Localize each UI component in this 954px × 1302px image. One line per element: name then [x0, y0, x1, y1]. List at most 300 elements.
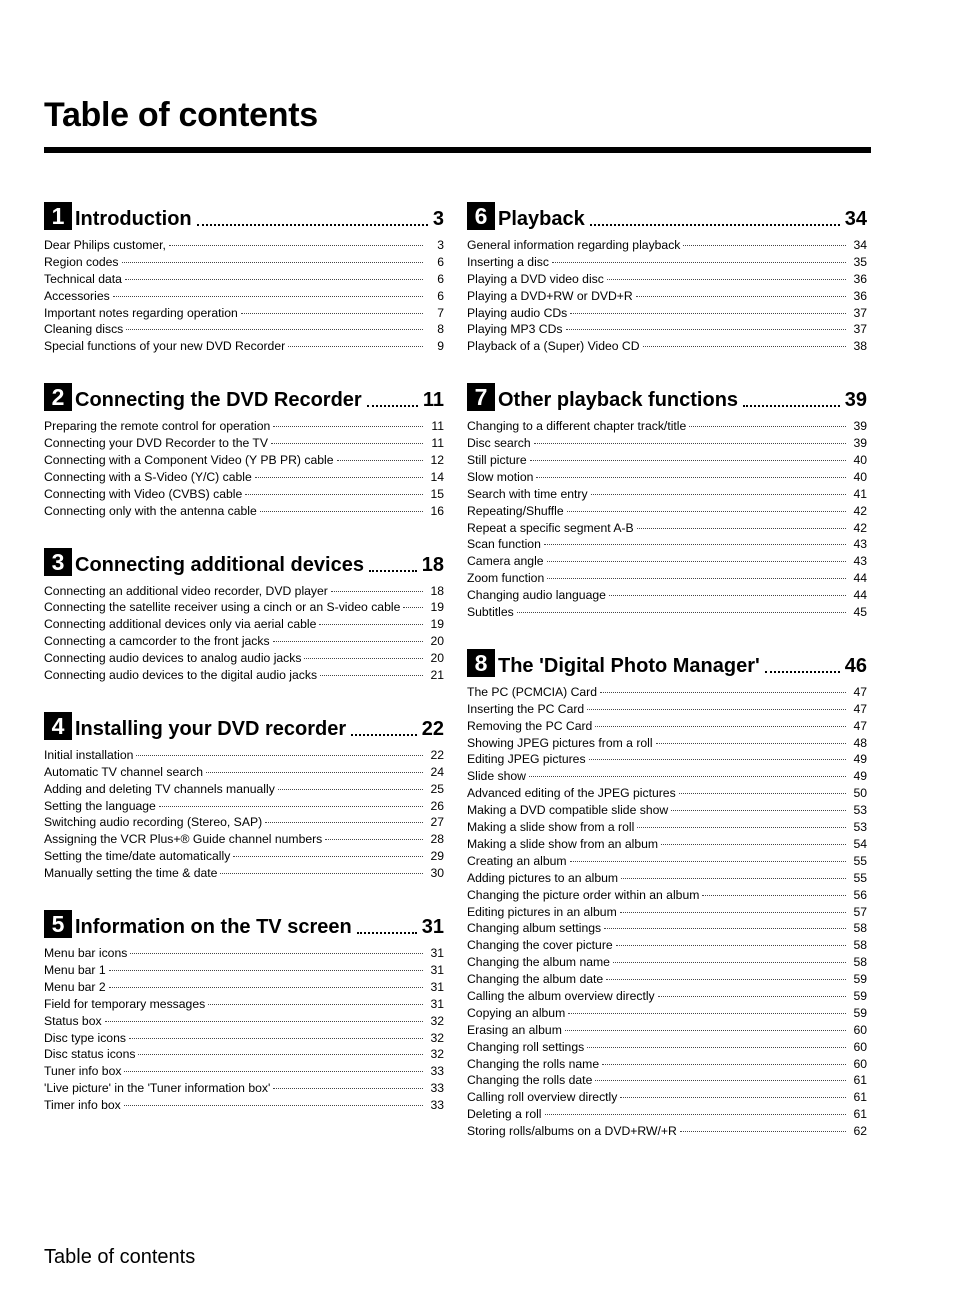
dot-leader [661, 844, 846, 845]
section-title: Playback [498, 208, 585, 230]
toc-entry[interactable] [467, 1022, 867, 1039]
toc-entry[interactable] [44, 271, 444, 288]
page-title: Table of contents [44, 96, 318, 134]
dot-leader [606, 979, 846, 980]
toc-entry[interactable] [44, 599, 444, 616]
toc-entry[interactable] [44, 848, 444, 865]
entry-title: Camera angle [467, 554, 544, 569]
entry-title: Removing the PC Card [467, 718, 593, 733]
entry-title: Assigning the VCR Plus+® Guide channel numbers [44, 832, 323, 847]
toc-entry[interactable] [467, 853, 867, 870]
dot-leader [304, 658, 423, 659]
entry-page-number: 42 [853, 503, 867, 518]
section-number-badge: 4 [44, 712, 72, 740]
entry-page-number: 8 [437, 322, 444, 337]
toc-entry[interactable] [44, 1097, 444, 1114]
entry-page-number: 59 [853, 972, 867, 987]
section-page-number: 18 [421, 553, 444, 576]
section-heading[interactable] [44, 377, 444, 411]
toc-entry[interactable] [44, 650, 444, 667]
entry-page-number: 61 [853, 1073, 867, 1088]
toc-entry[interactable] [44, 1063, 444, 1080]
toc-entry[interactable] [467, 1005, 867, 1022]
toc-entry[interactable] [467, 751, 867, 768]
dot-leader [138, 1054, 423, 1055]
toc-entry[interactable] [467, 1089, 867, 1106]
toc-entry[interactable] [467, 735, 867, 752]
entry-title: Field for temporary messages [44, 996, 206, 1011]
toc-entry[interactable] [467, 836, 867, 853]
entry-page-number: 31 [430, 962, 444, 977]
dot-leader [159, 806, 423, 807]
dot-leader [552, 262, 846, 263]
toc-entry[interactable] [467, 819, 867, 836]
entry-page-number: 49 [853, 752, 867, 767]
entry-title: Editing pictures in an album [467, 904, 617, 919]
dot-leader [125, 279, 423, 280]
entry-title: Playing MP3 CDs [467, 322, 563, 337]
dot-leader [545, 1114, 846, 1115]
section-title: Connecting additional devices [75, 553, 364, 576]
toc-section [467, 377, 867, 621]
toc-entry[interactable] [44, 469, 444, 486]
toc-section [44, 542, 444, 684]
entry-title: Repeating/Shuffle [467, 503, 564, 518]
toc-entry[interactable] [467, 553, 867, 570]
toc-column-left [44, 196, 444, 1136]
entry-title: Making a slide show from an album [467, 836, 659, 851]
toc-entry[interactable] [44, 288, 444, 305]
entry-page-number: 44 [853, 588, 867, 603]
toc-section [467, 643, 867, 1140]
entry-page-number: 26 [430, 798, 444, 813]
entry-title: Connecting with a S-Video (Y/C) cable [44, 469, 252, 484]
dot-leader [567, 511, 846, 512]
entry-title: Making a slide show from a roll [467, 820, 635, 835]
entry-page-number: 40 [853, 469, 867, 484]
toc-entry[interactable] [44, 1030, 444, 1047]
dot-leader [587, 709, 846, 710]
toc-entry[interactable] [467, 271, 867, 288]
dot-leader [566, 329, 846, 330]
toc-entry[interactable] [44, 962, 444, 979]
entry-title: Initial installation [44, 747, 134, 762]
dot-leader [319, 624, 423, 625]
dot-leader [351, 734, 417, 736]
entry-title: Editing JPEG pictures [467, 752, 586, 767]
toc-entry[interactable] [467, 536, 867, 553]
entry-title: Creating an album [467, 853, 567, 868]
entry-title: Connecting audio devices to the digital audio jacks [44, 668, 318, 683]
dot-leader [109, 987, 423, 988]
toc-entry[interactable] [467, 520, 867, 537]
entry-page-number: 58 [853, 938, 867, 953]
entry-page-number: 15 [430, 486, 444, 501]
dot-leader [241, 313, 423, 314]
entry-page-number: 54 [853, 836, 867, 851]
entry-title: Playing audio CDs [467, 305, 568, 320]
section-number-badge: 3 [44, 548, 72, 576]
toc-entry[interactable] [44, 747, 444, 764]
toc-entry[interactable] [44, 237, 444, 254]
entry-page-number: 35 [853, 254, 867, 269]
toc-entry[interactable] [44, 486, 444, 503]
entry-page-number: 61 [853, 1107, 867, 1122]
dot-leader [273, 1088, 423, 1089]
entry-page-number: 32 [430, 1047, 444, 1062]
entry-page-number: 61 [853, 1090, 867, 1105]
section-heading[interactable] [44, 706, 444, 740]
toc-entry[interactable] [467, 254, 867, 271]
entry-page-number: 6 [437, 288, 444, 303]
toc-entry[interactable] [467, 486, 867, 503]
entry-page-number: 47 [853, 684, 867, 699]
entry-title: Changing roll settings [467, 1039, 585, 1054]
dot-leader [265, 822, 423, 823]
section-page-number: 11 [422, 389, 444, 412]
dot-leader [169, 245, 423, 246]
section-title: The 'Digital Photo Manager' [498, 654, 760, 677]
toc-entry[interactable] [467, 305, 867, 322]
entry-page-number: 59 [853, 988, 867, 1003]
section-page-number: 39 [844, 389, 867, 412]
dot-leader [278, 789, 423, 790]
entry-page-number: 39 [853, 436, 867, 451]
entry-page-number: 24 [430, 764, 444, 779]
entry-page-number: 11 [431, 436, 444, 451]
entry-title: Scan function [467, 537, 541, 552]
dot-leader [570, 861, 846, 862]
dot-leader [600, 692, 846, 693]
section-heading[interactable] [467, 377, 867, 411]
section-page-number: 31 [421, 916, 444, 939]
dot-leader [288, 346, 423, 347]
toc-entry[interactable] [467, 418, 867, 435]
toc-entry[interactable] [44, 616, 444, 633]
dot-leader [124, 1071, 423, 1072]
toc-entry[interactable] [467, 237, 867, 254]
dot-leader [620, 1097, 846, 1098]
section-title: Other playback functions [498, 389, 739, 412]
toc-entry[interactable] [44, 814, 444, 831]
dot-leader [656, 743, 846, 744]
dot-leader [130, 953, 423, 954]
dot-leader [602, 1064, 846, 1065]
toc-entry[interactable] [467, 503, 867, 520]
entry-title: Disc status icons [44, 1047, 136, 1062]
entry-page-number: 3 [437, 238, 444, 252]
entry-page-number: 16 [430, 503, 444, 518]
entry-title: Connecting a camcorder to the front jacks [44, 634, 270, 649]
section-page-number: 46 [844, 654, 867, 677]
toc-entry[interactable] [44, 633, 444, 650]
toc-entry[interactable] [467, 587, 867, 604]
entry-title: Playing a DVD+RW or DVD+R [467, 288, 633, 303]
entry-title: Cleaning discs [44, 322, 124, 337]
section-heading[interactable] [44, 904, 444, 938]
section-number-badge: 1 [44, 202, 72, 230]
entry-page-number: 58 [853, 955, 867, 970]
entry-page-number: 42 [853, 520, 867, 535]
toc-entry[interactable] [467, 954, 867, 971]
toc-entry[interactable] [467, 718, 867, 735]
toc-entry[interactable] [44, 452, 444, 469]
entry-title: Connecting an additional video recorder, DVD player [44, 583, 328, 598]
entry-title: Preparing the remote control for operation [44, 419, 271, 434]
entry-title: Inserting a disc [467, 254, 549, 269]
entry-page-number: 33 [430, 1064, 444, 1079]
section-number-badge: 8 [467, 649, 495, 677]
entry-page-number: 36 [853, 271, 867, 286]
toc-entry[interactable] [467, 988, 867, 1005]
dot-leader [595, 1080, 846, 1081]
dot-leader [245, 494, 423, 495]
toc-entry[interactable] [467, 887, 867, 904]
dot-leader [331, 591, 423, 592]
entry-page-number: 9 [437, 339, 444, 354]
toc-entry[interactable] [467, 321, 867, 338]
toc-entry[interactable] [44, 865, 444, 882]
toc-entry[interactable] [467, 469, 867, 486]
dot-leader [658, 996, 846, 997]
section-page-number: 34 [844, 208, 867, 230]
dot-leader [607, 279, 846, 280]
dot-leader [621, 878, 846, 879]
entry-title: Changing to a different chapter track/title [467, 419, 687, 434]
entry-title: Switching audio recording (Stereo, SAP) [44, 815, 263, 830]
section-page-number: 3 [432, 208, 444, 230]
entry-title: Changing the album name [467, 955, 610, 970]
entry-page-number: 28 [430, 832, 444, 847]
dot-leader [620, 912, 846, 913]
dot-leader [136, 755, 423, 756]
dot-leader [637, 827, 846, 828]
toc-entry[interactable] [44, 503, 444, 520]
section-heading[interactable] [44, 542, 444, 576]
toc-entry[interactable] [467, 937, 867, 954]
entry-title: Status box [44, 1013, 102, 1028]
dot-leader [273, 426, 423, 427]
toc-entry[interactable] [44, 1080, 444, 1097]
entry-page-number: 62 [853, 1124, 867, 1139]
dot-leader [129, 1038, 423, 1039]
section-title: Installing your DVD recorder [75, 717, 347, 740]
toc-section [44, 377, 444, 519]
toc-entry[interactable] [467, 920, 867, 937]
entry-page-number: 33 [430, 1098, 444, 1113]
section-number-badge: 7 [467, 383, 495, 411]
entry-page-number: 31 [430, 946, 444, 961]
toc-entry[interactable] [467, 570, 867, 587]
dot-leader [105, 1021, 423, 1022]
toc-entry[interactable] [44, 996, 444, 1013]
toc-entry[interactable] [467, 768, 867, 785]
dot-leader [124, 1105, 423, 1106]
entry-title: Setting the language [44, 798, 156, 813]
toc-entry[interactable] [467, 1123, 867, 1140]
entry-page-number: 41 [853, 486, 867, 501]
dot-leader [544, 544, 846, 545]
dot-leader [255, 477, 423, 478]
section-title: Connecting the DVD Recorder [75, 389, 362, 412]
toc-entry[interactable] [467, 684, 867, 701]
entry-page-number: 32 [430, 1030, 444, 1045]
section-title: Information on the TV screen [75, 916, 352, 939]
entry-title: Connecting the satellite receiver using a cinch or an S-video cable [44, 600, 401, 615]
section-title: Introduction [75, 208, 192, 230]
dot-leader [260, 511, 423, 512]
toc-section [44, 706, 444, 882]
toc-section [467, 196, 867, 355]
entry-page-number: 31 [430, 979, 444, 994]
toc-entry[interactable] [44, 338, 444, 355]
entry-page-number: 7 [437, 305, 444, 320]
dot-leader [530, 460, 846, 461]
entry-title: Connecting your DVD Recorder to the TV [44, 436, 268, 451]
entry-page-number: 53 [853, 820, 867, 835]
dot-leader [671, 810, 846, 811]
entry-title: Changing audio language [467, 588, 606, 603]
toc-entry[interactable] [44, 979, 444, 996]
section-heading[interactable] [44, 196, 444, 230]
entry-title: Changing the cover picture [467, 938, 613, 953]
toc-entry[interactable] [467, 1072, 867, 1089]
dot-leader [587, 1047, 846, 1048]
toc-entry[interactable] [467, 701, 867, 718]
toc-entry[interactable] [467, 604, 867, 621]
entry-title: General information regarding playback [467, 238, 681, 252]
toc-entry[interactable] [44, 1013, 444, 1030]
section-heading[interactable] [467, 196, 867, 230]
entry-page-number: 50 [853, 786, 867, 801]
toc-entry[interactable] [467, 1106, 867, 1123]
entry-title: Menu bar icons [44, 946, 128, 961]
dot-leader [765, 671, 840, 673]
toc-entry[interactable] [44, 435, 444, 452]
toc-entry[interactable] [44, 798, 444, 815]
entry-page-number: 48 [853, 735, 867, 750]
entry-page-number: 60 [853, 1022, 867, 1037]
entry-page-number: 38 [853, 339, 867, 354]
toc-column-right [467, 196, 867, 1162]
dot-leader [536, 477, 846, 478]
entry-page-number: 36 [853, 288, 867, 303]
entry-title: Timer info box [44, 1098, 121, 1113]
entry-title: Adding pictures to an album [467, 870, 619, 885]
dot-leader [683, 245, 846, 246]
title-rule [44, 147, 871, 153]
dot-leader [743, 405, 840, 407]
section-number-badge: 2 [44, 383, 72, 411]
dot-leader [547, 561, 846, 562]
entry-page-number: 6 [437, 271, 444, 286]
entry-page-number: 53 [853, 803, 867, 818]
toc-entry[interactable] [44, 764, 444, 781]
entry-title: Connecting audio devices to analog audio jacks [44, 651, 302, 666]
dot-leader [643, 346, 846, 347]
entry-title: Menu bar 1 [44, 962, 106, 977]
section-heading[interactable] [467, 643, 867, 677]
dot-leader [595, 726, 846, 727]
toc-entry[interactable] [467, 1056, 867, 1073]
toc-entry[interactable] [44, 831, 444, 848]
dot-leader [357, 932, 417, 934]
dot-leader [637, 528, 846, 529]
entry-page-number: 37 [853, 305, 867, 320]
toc-entry[interactable] [44, 945, 444, 962]
dot-leader [233, 856, 423, 857]
section-number-badge: 6 [467, 202, 495, 230]
toc-entry[interactable] [467, 435, 867, 452]
toc-entry[interactable] [44, 305, 444, 322]
entry-page-number: 45 [853, 605, 867, 620]
entry-title: Search with time entry [467, 486, 588, 501]
entry-title: Disc search [467, 436, 531, 451]
toc-entry[interactable] [467, 870, 867, 887]
entry-page-number: 39 [853, 419, 867, 434]
entry-title: Connecting only with the antenna cable [44, 503, 257, 518]
toc-entry[interactable] [467, 452, 867, 469]
toc-entry[interactable] [467, 1039, 867, 1056]
entry-title: Special functions of your new DVD Recorder [44, 339, 286, 354]
dot-leader [590, 224, 840, 226]
toc-entry[interactable] [467, 971, 867, 988]
entry-title: Menu bar 2 [44, 979, 106, 994]
entry-title: Showing JPEG pictures from a roll [467, 735, 653, 750]
entry-title: Still picture [467, 453, 527, 468]
entry-title: Repeat a specific segment A-B [467, 520, 634, 535]
toc-entry[interactable] [44, 321, 444, 338]
dot-leader [109, 970, 423, 971]
toc-entry[interactable] [467, 802, 867, 819]
entry-page-number: 29 [430, 849, 444, 864]
entry-title: Slow motion [467, 469, 534, 484]
toc-entry[interactable] [467, 785, 867, 802]
dot-leader [403, 607, 423, 608]
entry-page-number: 14 [430, 469, 444, 484]
dot-leader [680, 1131, 846, 1132]
dot-leader [122, 262, 423, 263]
dot-leader [325, 839, 423, 840]
toc-entry[interactable] [44, 254, 444, 271]
dot-leader [565, 1030, 846, 1031]
toc-entry[interactable] [467, 288, 867, 305]
entry-page-number: 6 [437, 254, 444, 269]
dot-leader [604, 928, 846, 929]
entry-page-number: 20 [430, 634, 444, 649]
toc-entry[interactable] [44, 418, 444, 435]
entry-title: Automatic TV channel search [44, 764, 203, 779]
entry-title: Changing album settings [467, 921, 602, 936]
entry-page-number: 57 [853, 904, 867, 919]
entry-page-number: 34 [853, 238, 867, 252]
toc-entry[interactable] [44, 583, 444, 600]
dot-leader [220, 873, 423, 874]
toc-entry[interactable] [44, 667, 444, 684]
toc-entry[interactable] [44, 1046, 444, 1063]
dot-leader [589, 759, 846, 760]
toc-entry[interactable] [467, 338, 867, 355]
entry-page-number: 25 [430, 781, 444, 796]
entry-title: Inserting the PC Card [467, 701, 585, 716]
toc-entry[interactable] [44, 781, 444, 798]
entry-page-number: 60 [853, 1056, 867, 1071]
entry-page-number: 22 [430, 747, 444, 762]
toc-entry[interactable] [467, 904, 867, 921]
dot-leader [591, 494, 846, 495]
entry-title: Disc type icons [44, 1030, 126, 1045]
dot-leader [208, 1004, 423, 1005]
